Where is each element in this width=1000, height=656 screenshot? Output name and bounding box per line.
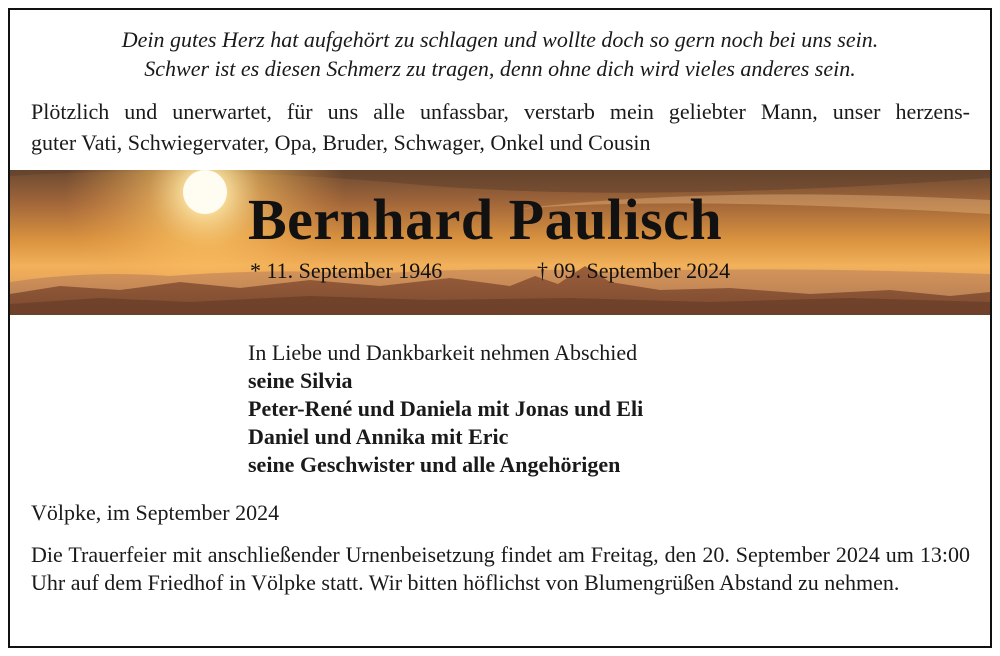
mourner-line: seine Geschwister und alle Angehörigen bbox=[248, 452, 621, 477]
deceased-name: Bernhard Paulisch bbox=[248, 187, 723, 252]
intro-text bbox=[31, 96, 970, 158]
farewell-intro: In Liebe und Dankbarkeit nehmen Abschied bbox=[248, 340, 638, 365]
service-note: Die Trauerfeier mit anschließender Urnenbeisetzung findet am Freitag, den 20. September 2024 um 13:00 Uhr auf dem Friedhof in Völpke statt. Wir bitten höflichst von Blumengrüßen Abstand zu nehmen. bbox=[31, 542, 970, 595]
motto-line-1: Dein gutes Herz hat aufgehört zu schlagen und wollte doch so gern noch bei uns sein. bbox=[121, 27, 879, 52]
motto-line-2: Schwer ist es diesen Schmerz zu tragen, denn ohne dich wird vieles anderes sein. bbox=[144, 56, 856, 81]
mourner-line: Daniel und Annika mit Eric bbox=[248, 424, 509, 449]
place-date: Völpke, im September 2024 bbox=[31, 500, 280, 525]
birth-date: * 11. September 1946 bbox=[250, 258, 443, 283]
farewell-block bbox=[248, 339, 643, 479]
mourner-line: Peter-René und Daniela mit Jonas und Eli bbox=[248, 396, 644, 421]
intro-line-1: Plötzlich und unerwartet, für uns alle unfassbar, verstarb mein geliebter Mann, unser herzens- bbox=[31, 99, 970, 124]
death-date: † 09. September 2024 bbox=[537, 258, 731, 283]
mourner-line: seine Silvia bbox=[248, 368, 353, 393]
intro-line-2: guter Vati, Schwiegervater, Opa, Bruder, Schwager, Onkel und Cousin bbox=[31, 130, 651, 155]
